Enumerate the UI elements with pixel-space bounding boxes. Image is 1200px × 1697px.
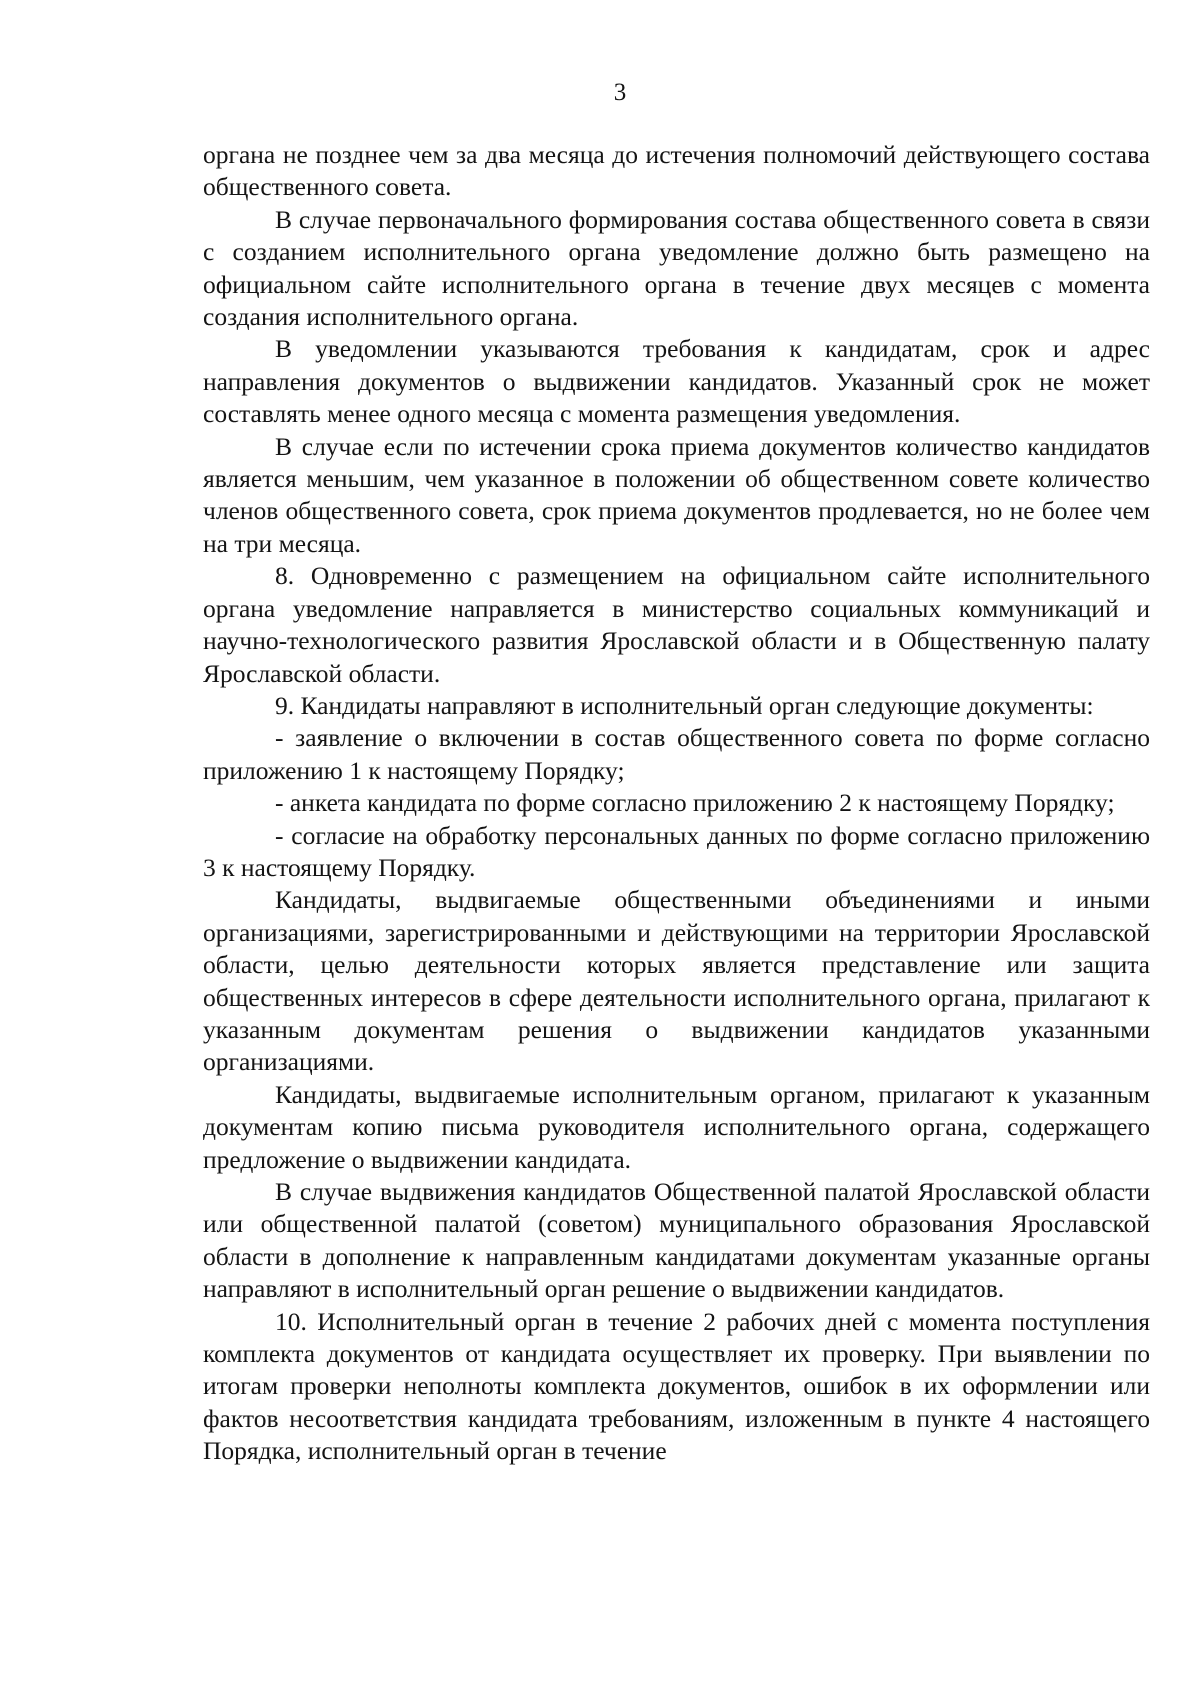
paragraph: - анкета кандидата по форме согласно приложению 2 к настоящему Порядку; — [275, 788, 1115, 818]
paragraph: В уведомлении указываются требования к кандидатам, срок и адрес направления документов о выдвижении кандидатов. Указанный срок не может составлять менее одного месяца с момента размещения уведомления. — [203, 334, 1150, 429]
document-body — [203, 139, 1150, 1468]
paragraph: органа не позднее чем за два месяца до истечения полномочий действующего состава общественного совета. — [203, 140, 1150, 202]
paragraph: В случае если по истечении срока приема документов количество кандидатов является меньшим, чем указанное в положении об общественном совете количество членов общественного совета, срок приема документов продлевается, но не более чем на три месяца. — [203, 431, 1150, 558]
paragraph: Кандидаты, выдвигаемые исполнительным органом, прилагают к указанным документам копию письма руководителя исполнительного органа, содержащего предложение о выдвижении кандидата. — [203, 1079, 1150, 1174]
paragraph: - согласие на обработку персональных данных по форме согласно приложению 3 к настоящему Порядку. — [203, 820, 1150, 882]
paragraph: 10. Исполнительный орган в течение 2 рабочих дней с момента поступления комплекта документов от кандидата осуществляет их проверку. При выявлении по итогам проверки неполноты комплекта документов, ошибок в их оформлении или фактов несоответствия кандидата требованиям, изложенным в пункте 4 настоящего Порядка, исполнительный орган в течение — [203, 1306, 1150, 1466]
page-number: 3 — [613, 79, 627, 106]
paragraph: 8. Одновременно с размещением на официальном сайте исполнительного органа уведомление направляется в министерство социальных коммуникаций и научно-технологического развития Ярославской области и в Общественную палату Ярославской области. — [203, 561, 1150, 688]
paragraph: В случае первоначального формирования состава общественного совета в связи с созданием исполнительного органа уведомление должно быть размещено на официальном сайте исполнительного органа в течение двух месяцев с момента создания исполнительного органа. — [203, 204, 1150, 332]
paragraph: 9. Кандидаты направляют в исполнительный орган следующие документы: — [275, 690, 1094, 720]
paragraph: В случае выдвижения кандидатов Общественной палатой Ярославской области или общественной палатой (советом) муниципального образования Ярославской области в дополнение к направленным кандидатами документам указанные органы направляют в исполнительный орган решение о выдвижении кандидатов. — [203, 1177, 1150, 1304]
paragraph: - заявление о включении в состав общественного совета по форме согласно приложению 1 к настоящему Порядку; — [203, 723, 1150, 785]
paragraph: Кандидаты, выдвигаемые общественными объединениями и иными организациями, зарегистрированными и действующими на территории Ярославской области, целью деятельности которых является представление или защита общественных интересов в сфере деятельности исполнительного органа, прилагают к указанным документам решения о выдвижении кандидатов указанными организациями. — [203, 885, 1150, 1077]
